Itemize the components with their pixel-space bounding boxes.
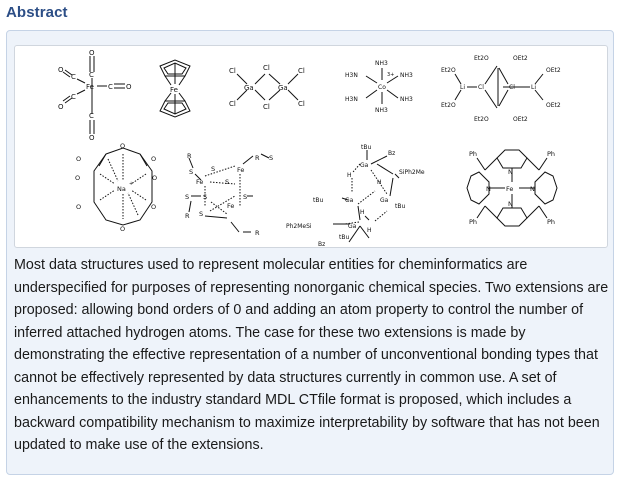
struct-label: Ph (469, 150, 478, 158)
struct-label: tBu (339, 234, 350, 241)
struct-label: 3+ (387, 72, 395, 78)
struct-label: Et2O (441, 67, 456, 74)
struct-label: NH3 (375, 107, 388, 114)
structure-iron-sulfur-cluster (185, 152, 273, 237)
struct-label: Ga (348, 223, 357, 230)
struct-label: Fe (86, 83, 94, 91)
struct-label: H (347, 172, 352, 179)
struct-label: H3N (345, 72, 358, 79)
struct-label: Cl (478, 84, 484, 91)
struct-label: O (152, 174, 158, 182)
struct-label: O (120, 142, 126, 150)
struct-label: Bz (388, 150, 396, 157)
struct-label: Fe (196, 178, 204, 186)
graphical-abstract-figure (14, 45, 608, 248)
structure-cobalt-hexaammine (345, 60, 413, 114)
struct-label: Ph (547, 218, 556, 226)
chemical-structures-drawing (15, 46, 608, 248)
struct-label: Ga (345, 197, 354, 204)
struct-label: S (203, 193, 208, 201)
struct-label: S (211, 165, 216, 173)
struct-label: Co (378, 84, 386, 91)
struct-label: C (89, 112, 94, 120)
struct-label: Fe (227, 202, 235, 210)
abstract-panel (6, 30, 614, 475)
struct-label: N (530, 185, 535, 193)
struct-label: H (360, 209, 365, 216)
struct-label: S (269, 154, 274, 162)
struct-label: NH3 (400, 96, 413, 103)
struct-label: Ga (244, 84, 254, 92)
struct-label: N (508, 168, 513, 176)
struct-label: Ga (380, 197, 389, 204)
struct-label: Li (460, 84, 466, 91)
struct-label: Fe (170, 86, 178, 94)
structure-sodium-crown-ether (75, 142, 157, 233)
structure-ferrocene (160, 60, 190, 117)
struct-label: OEt2 (546, 102, 561, 109)
struct-label: R (255, 229, 260, 237)
struct-label: Ga (278, 84, 288, 92)
struct-label: Et2O (474, 116, 489, 123)
structure-iron-porphyrin (467, 150, 557, 226)
struct-label: tBu (313, 197, 324, 204)
struct-label: S (185, 193, 190, 201)
struct-label: NH3 (400, 72, 413, 79)
struct-label: tBu (395, 203, 406, 210)
struct-label: N (508, 200, 513, 208)
struct-label: O (151, 203, 157, 211)
struct-label: Na (117, 185, 126, 193)
struct-label: OEt2 (513, 55, 528, 62)
abstract-body-text: Most data structures used to represent molecular entities for cheminformatics are underspecified for purposes of representing nonorganic chemical species. Two extensions are proposed: allowing bond orders of 0 and adding an atom property to control the number of inferred attached hydrogen atoms. The case for these two extensions is made by demonstrating the effective representation of a number of unconventional bonding types that cannot be effectively represented by data structures currently in common use. A set of enhancements to the industry standard MDL CTfile format is proposed, which includes a backward compatibility mechanism to maximize interpretability by software that has not been updated to make use of the extensions. (14, 257, 609, 453)
struct-label: R (185, 212, 190, 220)
struct-label: SiPh2Me (399, 169, 425, 176)
struct-label: Cl (509, 84, 515, 91)
struct-label: O (76, 155, 82, 163)
struct-label: C (108, 83, 113, 91)
struct-label: C (89, 71, 94, 79)
struct-label: Li (531, 84, 537, 91)
structure-gallium-hydride-cluster (286, 144, 425, 248)
struct-label: N (486, 185, 491, 193)
struct-label: O (126, 83, 132, 91)
struct-label: O (75, 174, 81, 182)
struct-label: H3N (345, 96, 358, 103)
struct-label: S (225, 178, 230, 186)
struct-label: Et2O (474, 55, 489, 62)
struct-label: O (89, 49, 95, 57)
struct-label: O (151, 155, 157, 163)
struct-label: O (76, 203, 82, 211)
struct-label: Cl (229, 67, 236, 75)
structure-lithium-chloride-etherate (441, 55, 561, 123)
struct-label: O (89, 134, 95, 142)
struct-label: Fe (506, 185, 514, 193)
struct-label: Cl (263, 103, 270, 111)
struct-label: H (367, 227, 372, 234)
struct-label: NH3 (375, 60, 388, 67)
struct-label: S (199, 210, 204, 218)
struct-label: S (243, 193, 248, 201)
struct-label: + (129, 181, 134, 187)
struct-label: C (71, 73, 76, 81)
structure-gallium-chloride-dimer (229, 64, 305, 111)
struct-label: Ph2MeSi (286, 223, 312, 230)
struct-label: C (71, 93, 76, 101)
struct-label: Cl (263, 64, 270, 72)
struct-label: Bz (318, 241, 326, 248)
struct-label: Ga (360, 162, 369, 169)
struct-label: tBu (361, 144, 372, 151)
struct-label: O (120, 225, 126, 233)
struct-label: Et2O (441, 102, 456, 109)
struct-label: Cl (298, 67, 305, 75)
struct-label: R (187, 152, 192, 160)
struct-label: OEt2 (513, 116, 528, 123)
struct-label: S (189, 168, 194, 176)
struct-label: O (58, 66, 64, 74)
struct-label: Ph (547, 150, 556, 158)
struct-label: H (377, 179, 382, 186)
struct-label: R (255, 154, 260, 162)
struct-label: Cl (229, 100, 236, 108)
structure-iron-pentacarbonyl (58, 49, 132, 142)
struct-label: Ph (469, 218, 478, 226)
struct-label: Cl (298, 100, 305, 108)
section-heading: Abstract (6, 4, 68, 21)
struct-label: Fe (237, 166, 245, 174)
struct-label: OEt2 (546, 67, 561, 74)
struct-label: O (58, 103, 64, 111)
